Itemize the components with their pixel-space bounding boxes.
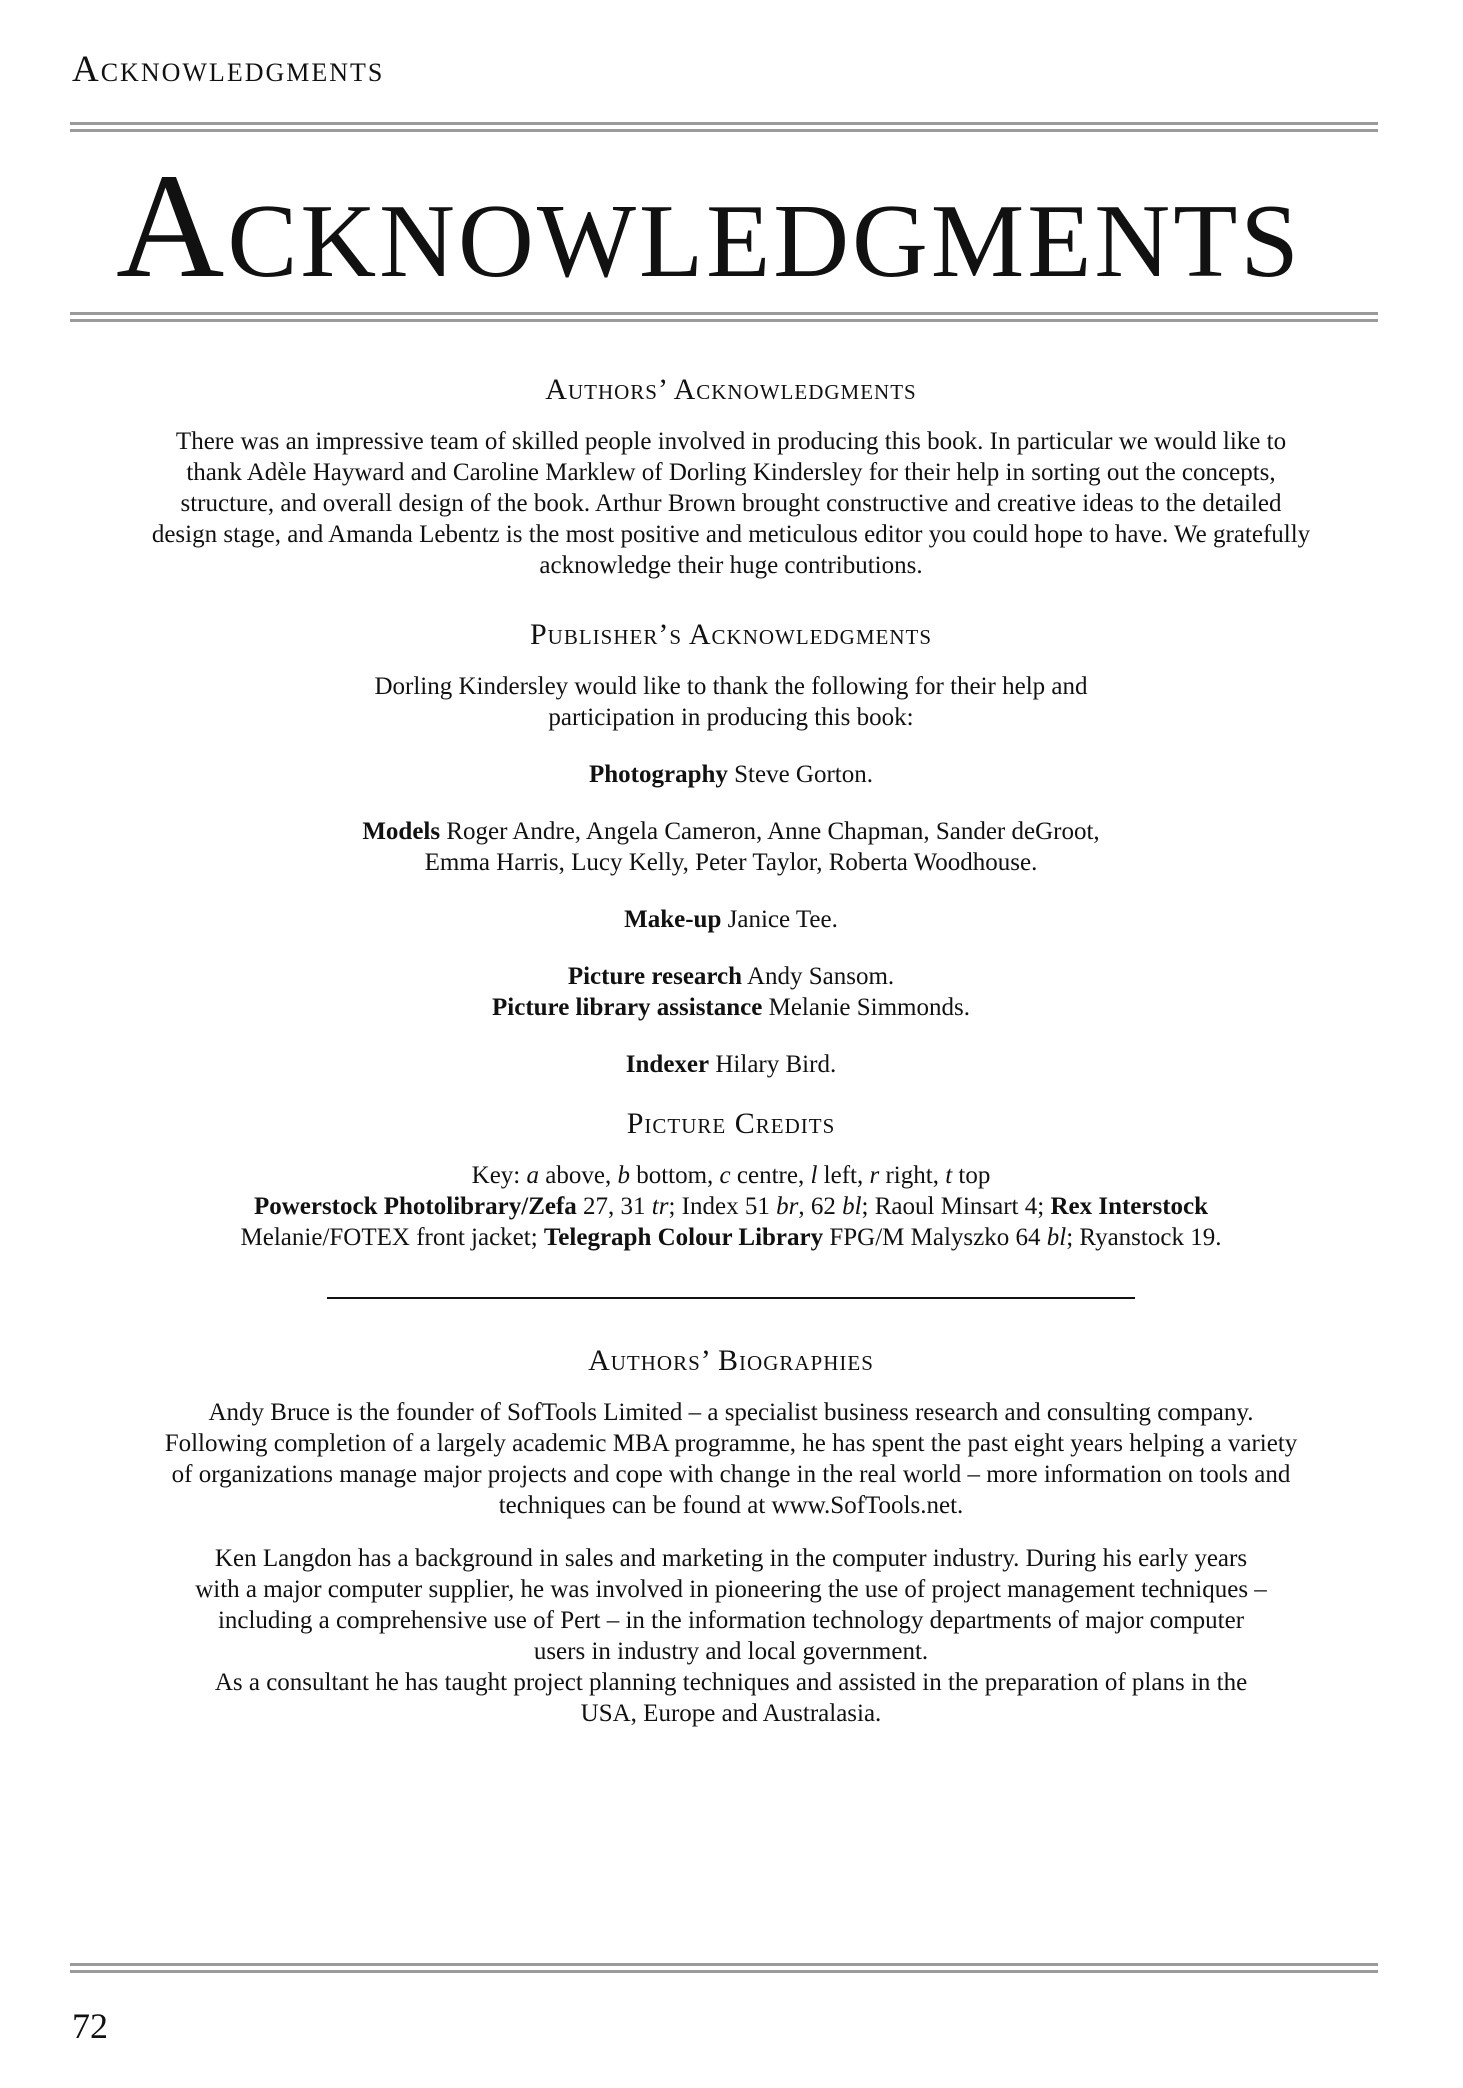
page-title: Acknowledgments <box>116 143 1302 309</box>
key-meaning: centre, <box>736 1162 805 1189</box>
publishers-intro-line2: participation in producing this book: <box>548 704 914 731</box>
credit-names: Hilary Bird. <box>715 1051 837 1078</box>
key-prefix: Key: <box>471 1162 521 1189</box>
credit-picture-research <box>120 961 1342 992</box>
credit-text: ; Index 51 <box>668 1193 770 1220</box>
top-rule <box>70 122 1378 132</box>
authors-ack-heading: Authors’ Acknowledgments <box>545 373 917 406</box>
credit-picture <box>120 961 1342 1023</box>
key-meaning: top <box>958 1162 991 1189</box>
credit-position: bl <box>842 1193 862 1220</box>
credit-names: Steve Gorton. <box>734 761 874 788</box>
section-divider <box>327 1297 1135 1299</box>
credit-names: Janice Tee. <box>727 906 838 933</box>
bio-langdon <box>191 1543 1271 1667</box>
credit-text: FPG/M Malyszko 64 <box>829 1224 1041 1251</box>
publishers-intro <box>120 671 1342 733</box>
credit-photography <box>120 759 1342 790</box>
credit-role: Make-up <box>624 906 722 933</box>
credit-role: Picture research <box>567 963 743 990</box>
credit-text: ; Ryanstock 19. <box>1066 1224 1222 1251</box>
picture-credits-heading: Picture Credits <box>626 1107 836 1140</box>
bio-langdon-cont: As a consultant he has taught project planning techniques and assisted in the preparation of plans in the USA, Europe and Australasia. <box>214 1669 1248 1727</box>
key-letter: b <box>617 1162 630 1189</box>
credit-source: Powerstock Photolibrary/Zefa <box>253 1193 577 1220</box>
key-letter: l <box>810 1162 818 1189</box>
credit-names: Melanie Simmonds. <box>768 994 970 1021</box>
bio-text: is the founder of SofTools Limited – a specialist business research and consulting company. Following completion of a largely academic MBA programme, he has spent the past eight years helping a variety of organizations manage major projects and cope with change in the real world – more information on tools and techniques can be found at www.SofTools.net. <box>164 1399 1298 1519</box>
credit-names: Andy Sansom. <box>746 963 895 990</box>
picture-credits-line1 <box>120 1191 1342 1222</box>
key-meaning: bottom, <box>636 1162 714 1189</box>
credit-names: Roger Andre, Angela Cameron, Anne Chapman, Sander deGroot, <box>446 818 1100 845</box>
credit-position: br <box>776 1193 799 1220</box>
biographies-heading: Authors’ Biographies <box>588 1344 874 1377</box>
key-letter: a <box>526 1162 539 1189</box>
page-content <box>120 372 1342 1751</box>
key-meaning: left, <box>823 1162 864 1189</box>
key-letter: t <box>945 1162 953 1189</box>
credit-role: Picture library assistance <box>492 994 763 1021</box>
credit-text: 27, 31 <box>583 1193 646 1220</box>
bio-bruce <box>156 1397 1306 1521</box>
credit-makeup <box>120 904 1342 935</box>
key-letter: c <box>719 1162 731 1189</box>
bio-name: Ken Langdon <box>214 1545 352 1572</box>
publishers-ack-heading: Publisher’s Acknowledgments <box>529 618 933 651</box>
authors-ack-text: There was an impressive team of skilled people involved in producing this book. In particular we would like to thank Adèle Hayward and Caroline Marklew of Dorling Kindersley for their help in sorting out the concepts, structure, and overall design of the book. Arthur Brown brought constructive and creative ideas to the detailed design stage, and Amanda Lebentz is the most positive and meticulous editor you could hope to have. We gratefully acknowledge their huge contributions. <box>151 428 1311 579</box>
credit-picture-library <box>120 992 1342 1023</box>
running-head: Acknowledgments <box>72 49 385 90</box>
credit-text: , 62 <box>798 1193 836 1220</box>
key-line <box>120 1160 1342 1191</box>
credit-role: Photography <box>588 761 728 788</box>
key-meaning: above, <box>545 1162 612 1189</box>
credit-position: bl <box>1046 1224 1067 1251</box>
key-meaning: right, <box>885 1162 939 1189</box>
credit-text: ; Raoul Minsart 4; <box>861 1193 1045 1220</box>
bio-name: Andy Bruce <box>208 1399 330 1426</box>
credit-names: Emma Harris, Lucy Kelly, Peter Taylor, Roberta Woodhouse. <box>424 849 1038 876</box>
credit-text: Melanie/FOTEX front jacket; <box>240 1224 538 1251</box>
credit-source: Rex Interstock <box>1050 1193 1209 1220</box>
picture-credits-line2 <box>120 1222 1342 1253</box>
credit-source: Telegraph Colour Library <box>543 1224 824 1251</box>
page-number: 72 <box>72 2006 108 2046</box>
publishers-intro-line1: Dorling Kindersley would like to thank the following for their help and <box>374 673 1088 700</box>
title-rule <box>70 312 1378 322</box>
bottom-rule <box>70 1963 1378 1973</box>
credit-role: Indexer <box>625 1051 710 1078</box>
credit-models <box>120 816 1342 878</box>
credit-role: Models <box>362 818 441 845</box>
key-letter: r <box>869 1162 880 1189</box>
bio-text: has a background in sales and marketing in the computer industry. During his early years with a major computer supplier, he was involved in pioneering the use of project management techniques – including a comprehensive use of Pert – in the information technology departments of major computer users in industry and local government. <box>195 1545 1267 1665</box>
credit-position: tr <box>651 1193 669 1220</box>
credit-indexer <box>120 1049 1342 1080</box>
